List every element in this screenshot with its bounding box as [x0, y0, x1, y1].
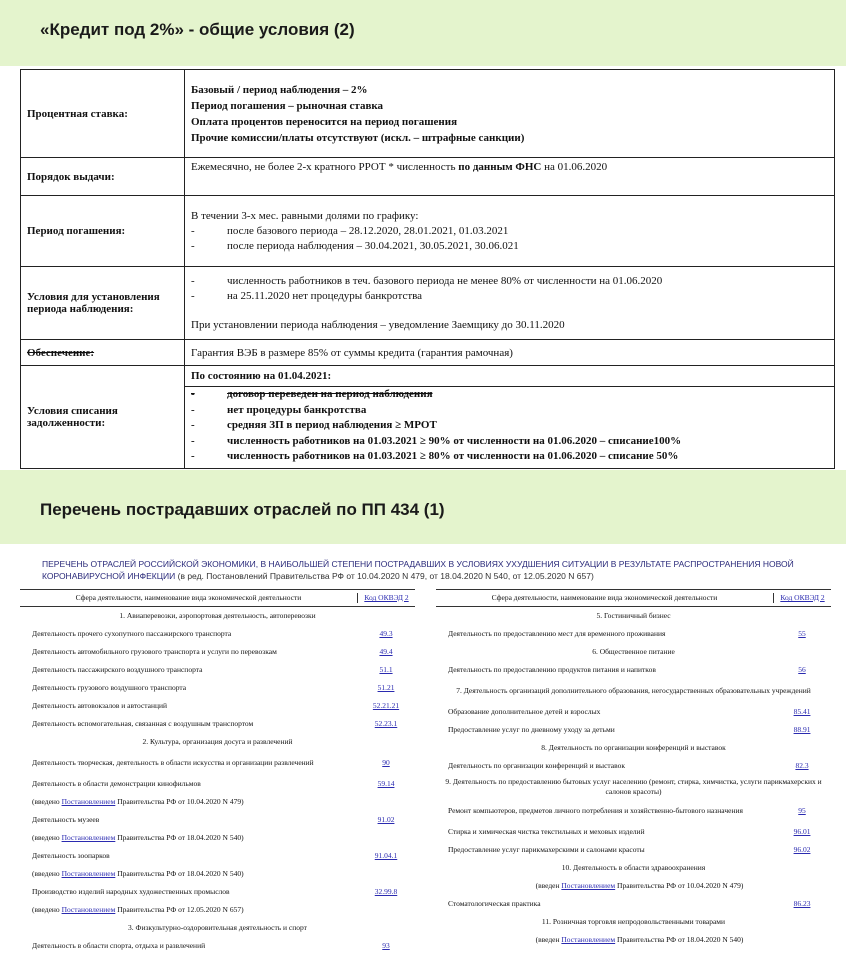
slide1-body	[0, 66, 846, 470]
row-label: Порядок выдачи:	[21, 158, 185, 196]
list-item-text: численность работников на 01.03.2021 ≥ 80% от численности на 01.06.2020 – списание 50%	[227, 450, 679, 462]
document-heading	[42, 558, 802, 582]
industry-row	[20, 937, 415, 955]
amendment-suffix: Правительства РФ от 18.04.2020 N 540)	[115, 869, 244, 878]
table-row	[21, 158, 835, 196]
industry-name: Производство изделий народных художественных промыслов	[32, 887, 230, 896]
industry-row	[436, 823, 831, 841]
column-header-label: Сфера деятельности, наименование вида экономической деятельности	[75, 593, 302, 602]
amendment-note	[20, 865, 415, 883]
section-heading-text: 5. Гостиничный бизнес	[596, 611, 671, 620]
table-row	[21, 196, 835, 267]
okved-code-link[interactable]: 91.04.1	[374, 851, 398, 860]
value-line: При установлении периода наблюдения – уведомление Заемщику до 30.11.2020	[191, 318, 565, 331]
value-text: на 01.06.2020	[541, 161, 608, 173]
decree-link[interactable]: Постановлением	[561, 935, 616, 944]
amendment-suffix: Правительства РФ от 18.04.2020 N 540)	[115, 833, 244, 842]
industry-name: Деятельность автомобильного грузового транспорта и услуги по перевозкам	[32, 647, 277, 656]
industry-row	[436, 841, 831, 859]
industry-row	[20, 643, 415, 661]
industry-row	[20, 811, 415, 829]
list-item-text: после периода наблюдения – 30.04.2021, 30.05.2021, 30.06.021	[227, 240, 519, 252]
row-value: Гарантия ВЭБ в размере 85% от суммы кредита (гарантия рамочная)	[185, 340, 835, 366]
section-heading	[20, 607, 415, 625]
okved-code-link[interactable]: 82.3	[795, 761, 809, 770]
industry-name: Деятельность зоопарков	[32, 851, 110, 860]
okved-code-link[interactable]: 51.21	[377, 683, 395, 692]
slide2-body	[0, 544, 846, 960]
okved-code-link[interactable]: 95	[798, 806, 806, 815]
amendment-suffix: Правительства РФ от 10.04.2020 N 479)	[115, 797, 244, 806]
slide2-title: Перечень пострадавших отраслей по ПП 434 (1)	[40, 500, 445, 519]
decree-link[interactable]: Постановлением	[561, 881, 616, 890]
row-value	[185, 70, 835, 158]
slide1-header	[0, 0, 846, 66]
amendment-note-text	[20, 905, 415, 915]
section-heading-text: 10. Деятельность в области здравоохранения	[561, 863, 706, 872]
amendment-note	[20, 793, 415, 811]
industry-row	[20, 679, 415, 697]
row-value	[185, 267, 835, 340]
row-label: Условия для установления периода наблюдения:	[21, 267, 185, 340]
okved-code-link[interactable]: 88.91	[793, 725, 811, 734]
list-item: - средняя ЗП в период наблюдения ≥ МРОТ	[191, 418, 828, 434]
industry-row	[436, 703, 831, 721]
industry-row	[20, 715, 415, 733]
okved-code-link[interactable]: 91.02	[377, 815, 395, 824]
list-item-text: договор переведен на период наблюдения	[227, 388, 433, 400]
section-heading-text: 3. Физкультурно-оздоровительная деятельность и спорт	[128, 923, 307, 932]
industry-name: Деятельность автовокзалов и автостанций	[32, 701, 168, 710]
value-text-bold: по данным ФНС	[458, 161, 542, 173]
industry-name: Деятельность пассажирского воздушного транспорта	[32, 665, 203, 674]
okved-code-link[interactable]: 59.14	[377, 779, 395, 788]
amendment-suffix: Правительства РФ от 18.04.2020 N 540)	[615, 935, 744, 944]
amendment-prefix: (введено	[32, 905, 62, 914]
industry-row	[436, 661, 831, 679]
row-label: Условия списания задолженности:	[21, 366, 185, 469]
industry-list-left	[20, 589, 415, 955]
industry-list-right	[436, 589, 831, 949]
industry-name: Деятельность по предоставлению мест для временного проживания	[448, 629, 666, 638]
industry-name: Деятельность в области спорта, отдыха и развлечений	[32, 941, 206, 950]
list-item-text: численность работников в теч. базового периода не менее 80% от численности на 01.06.2020	[227, 274, 663, 287]
amendment-prefix: (введен	[535, 881, 562, 890]
section-heading	[20, 733, 415, 751]
section-heading	[436, 607, 831, 625]
value-line: Базовый / период наблюдения – 2%	[191, 83, 368, 96]
decree-link[interactable]: Постановлением	[61, 833, 116, 842]
list-item: - численность работников на 01.03.2021 ≥ 80% от численности на 01.06.2020 – списание 50%	[191, 449, 828, 465]
industry-name: Стоматологическая практика	[448, 899, 541, 908]
list-item: - численность работников в теч. базового периода не менее 80% от численности на 01.06.2020	[191, 274, 828, 290]
amendment-note-text	[436, 881, 831, 891]
amendment-prefix: (введен	[535, 935, 562, 944]
list-item-text: на 25.11.2020 нет процедуры банкротства	[227, 290, 423, 302]
section-heading-text: 1. Авиаперевозки, аэропортовая деятельность, автоперевозки	[119, 611, 316, 620]
okved-code-link[interactable]: 56	[798, 665, 806, 674]
industry-name: Деятельность по организации конференций и выставок	[448, 761, 625, 770]
table-row	[21, 70, 835, 158]
table-row	[21, 267, 835, 340]
section-heading	[436, 913, 831, 931]
industry-row	[436, 757, 831, 775]
amendment-note	[20, 901, 415, 919]
industry-name: Деятельность вспомогательная, связанная с воздушным транспортом	[32, 719, 254, 728]
amendment-prefix: (введено	[32, 833, 62, 842]
value-line: Период погашения – рыночная ставка	[191, 99, 384, 112]
table-row	[21, 340, 835, 366]
industry-name: Деятельность творческая, деятельность в области искусства и организации развлечений	[32, 758, 314, 767]
okved-code-link[interactable]: 32.99.8	[374, 887, 398, 896]
code-header-link[interactable]: Код ОКВЭД 2	[773, 593, 831, 603]
row-label: Период погашения:	[21, 196, 185, 267]
amendment-note-text	[20, 869, 415, 879]
section-heading-text: 11. Розничная торговля непродовольственными товарами	[541, 917, 726, 926]
section-heading	[436, 643, 831, 661]
table-row	[21, 366, 835, 469]
section-heading-text: 6. Общественное питание	[592, 647, 675, 656]
decree-link[interactable]: Постановлением	[61, 869, 116, 878]
amendment-note	[20, 829, 415, 847]
okved-code-link[interactable]: 52.23.1	[374, 719, 398, 728]
industry-row	[20, 883, 415, 901]
amendment-note-text	[20, 797, 415, 807]
list-item: - после периода наблюдения – 30.04.2021, 30.05.2021, 30.06.021	[191, 239, 828, 255]
industry-row	[20, 775, 415, 793]
row-label: Процентная ставка:	[21, 70, 185, 158]
conditions-table	[20, 69, 835, 469]
industry-name: Деятельность прочего сухопутного пассажирского транспорта	[32, 629, 232, 638]
okved-code-link[interactable]: 93	[382, 941, 390, 950]
section-heading	[436, 775, 831, 799]
industry-row	[436, 721, 831, 739]
section-heading	[436, 679, 831, 703]
industry-name: Деятельность грузового воздушного транспорта	[32, 683, 187, 692]
industry-name: Ремонт компьютеров, предметов личного потребления и хозяйственно-бытового назначения	[448, 806, 743, 815]
list-item-text: численность работников на 01.03.2021 ≥ 90% от численности на 01.06.2020 – списание100%	[227, 434, 682, 447]
list-item: - на 25.11.2020 нет процедуры банкротства	[191, 289, 828, 305]
industry-row	[436, 799, 831, 823]
industry-name: Деятельность в области демонстрации кинофильмов	[32, 779, 201, 788]
value-text: Ежемесячно, не более 2-х кратного РРОТ * численность	[191, 161, 459, 173]
row-value	[185, 196, 835, 267]
amendment-note-text	[20, 833, 415, 843]
industry-row	[20, 847, 415, 865]
slide1-title: «Кредит под 2%» - общие условия (2)	[40, 20, 355, 39]
industry-name: Образование дополнительное детей и взрослых	[448, 707, 601, 716]
slide2-header	[0, 480, 846, 544]
column-header	[20, 589, 415, 607]
industry-name: Предоставление услуг парикмахерскими и салонами красоты	[448, 845, 645, 854]
amendment-prefix: (введено	[32, 797, 62, 806]
okved-code-link[interactable]: 49.4	[379, 647, 393, 656]
list-item: - после базового периода – 28.12.2020, 28.01.2021, 01.03.2021	[191, 224, 828, 240]
section-heading-text: 8. Деятельность по организации конференций и выставок	[541, 743, 726, 752]
okved-code-link[interactable]: 51.1	[379, 665, 393, 674]
value-line: В течении 3-х мес. равными долями по графику:	[191, 209, 419, 222]
row-value	[185, 158, 835, 196]
list-item-text: нет процедуры банкротства	[227, 403, 367, 416]
industry-name: Деятельность музеев	[32, 815, 100, 824]
section-heading	[436, 859, 831, 877]
decree-link[interactable]: Постановлением	[61, 797, 116, 806]
list-item: - нет процедуры банкротства	[191, 403, 828, 419]
document-heading-text: ПЕРЕЧЕНЬ ОТРАСЛЕЙ РОССИЙСКОЙ ЭКОНОМИКИ, В НАИБОЛЬШЕЙ СТЕПЕНИ ПОСТРАДАВШИХ В УСЛОВИЯХ УХУДШЕНИЯ СИТУАЦИИ В РЕЗУЛЬТАТЕ РАСПРОСТРАНЕНИЯ НОВОЙ КОРОНАВИРУСНОЙ ИНФЕКЦИИ	[42, 559, 794, 581]
amendment-suffix: Правительства РФ от 10.04.2020 N 479)	[615, 881, 744, 890]
document-subheading: (в ред. Постановлений Правительства РФ от 10.04.2020 N 479, от 18.04.2020 N 540, от 12.05.2020 N 657)	[177, 571, 594, 581]
industry-row	[20, 697, 415, 715]
amendment-suffix: Правительства РФ от 12.05.2020 N 657)	[115, 905, 244, 914]
industry-row	[20, 625, 415, 643]
row-value	[185, 366, 835, 469]
amendment-note	[436, 931, 831, 949]
industry-row	[20, 751, 415, 775]
section-heading	[436, 739, 831, 757]
section-heading-text: 9. Деятельность по предоставлению бытовых услуг населению (ремонт, стирка, химчистка, услуги парикмахерских и салонов красоты)	[445, 777, 822, 796]
list-item: - численность работников на 01.03.2021 ≥ 90% от численности на 01.06.2020 – списание100%	[191, 434, 828, 450]
amendment-prefix: (введено	[32, 869, 62, 878]
industry-row	[436, 895, 831, 913]
value-line: Прочие комиссии/платы отсутствуют (искл. – штрафные санкции)	[191, 131, 525, 144]
okved-code-link[interactable]: 96.01	[793, 827, 811, 836]
okved-code-link[interactable]: 96.02	[793, 845, 811, 854]
okved-code-link[interactable]: 52.21.21	[372, 701, 400, 710]
row-label: Обеспечение:	[21, 340, 185, 366]
slide-separator	[0, 470, 846, 480]
column-header	[436, 589, 831, 607]
section-heading	[20, 919, 415, 937]
column-header-label: Сфера деятельности, наименование вида экономической деятельности	[491, 593, 718, 602]
industry-name: Деятельность по предоставлению продуктов питания и напитков	[448, 665, 656, 674]
value-heading: По состоянию на 01.04.2021:	[185, 366, 834, 387]
okved-code-link[interactable]: 49.3	[379, 629, 393, 638]
amendment-note	[436, 877, 831, 895]
okved-code-link[interactable]: 90	[382, 758, 390, 767]
amendment-note-text	[436, 935, 831, 945]
list-item-text: после базового периода – 28.12.2020, 28.01.2021, 01.03.2021	[227, 224, 509, 237]
section-heading-text: 7. Деятельность организаций дополнительного образования, негосударственных образовательных учреждений	[456, 686, 811, 695]
decree-link[interactable]: Постановлением	[61, 905, 116, 914]
section-heading-text: 2. Культура, организация досуга и развлечений	[142, 737, 293, 746]
list-item: - договор переведен на период наблюдения	[191, 387, 828, 403]
okved-code-link[interactable]: 85.41	[793, 707, 811, 716]
industry-row	[20, 661, 415, 679]
code-header-link[interactable]: Код ОКВЭД 2	[357, 593, 415, 603]
okved-code-link[interactable]: 55	[798, 629, 806, 638]
list-item-text: средняя ЗП в период наблюдения ≥ МРОТ	[227, 419, 437, 431]
industry-name: Стирка и химическая чистка текстильных и меховых изделий	[448, 827, 645, 836]
value-line: Оплата процентов переносится на период погашения	[191, 115, 458, 128]
okved-code-link[interactable]: 86.23	[793, 899, 811, 908]
industry-row	[436, 625, 831, 643]
industry-name: Предоставление услуг по дневному уходу за детьми	[448, 725, 615, 734]
